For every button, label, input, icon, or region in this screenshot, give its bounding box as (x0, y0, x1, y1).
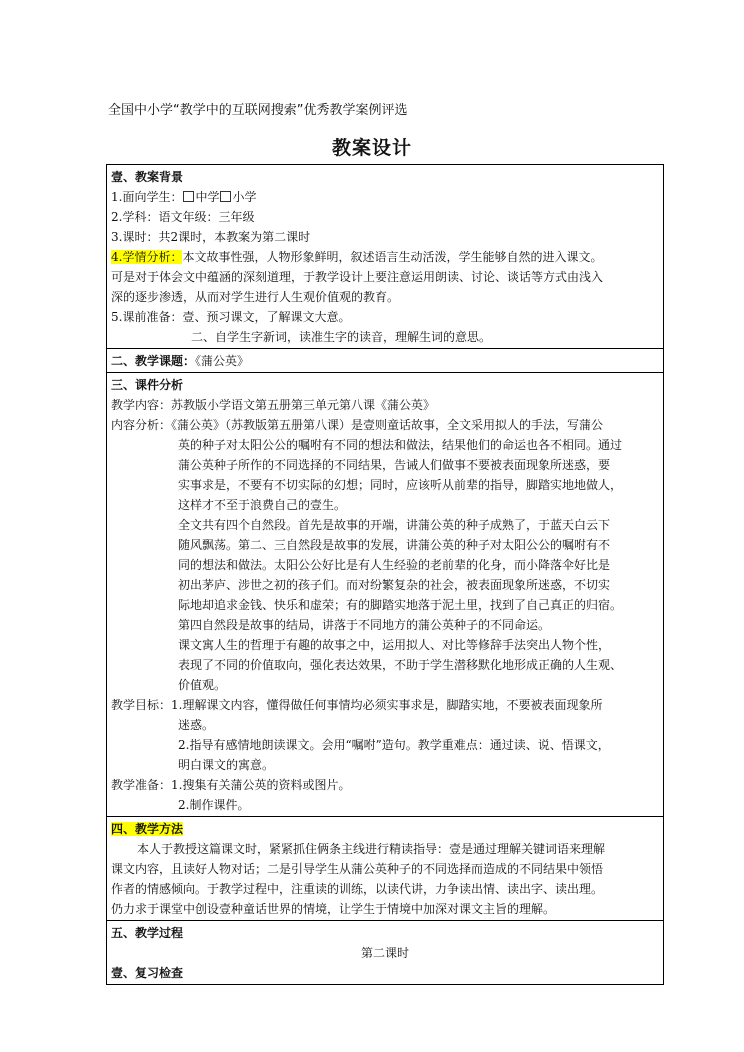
section-methods (107, 816, 663, 920)
section-heading (111, 819, 659, 839)
lesson-hours-line: 3.课时：共2课时，本教案为第二课时 (111, 230, 311, 244)
paragraph-line: 同的想法和做法。太阳公公好比是有人生经验的老前辈的化身，而小降落伞好比是 (178, 558, 611, 572)
section-heading: 壹、教案背景 (111, 170, 184, 184)
lesson-plan-table (106, 164, 664, 985)
label: 1.面向学生： (111, 190, 183, 204)
paragraph-line: 内容分析：《蒲公英》（苏教版第五册第八课）是壹则童话故事，全文采用拟人的手法，写蒲公 (111, 418, 604, 432)
student-analysis-line (111, 247, 659, 267)
paragraph-line: 课文内容，且读好人物对话；二是引导学生从蒲公英种子的不同选择而造成的不同结果中领悟 (111, 862, 604, 876)
topic-line (111, 351, 659, 371)
paragraph-line: 教学目标：1.理解课文内容，懂得做任何事情均必须实事求是，脚踏实地，不要被表面现象所 (111, 698, 603, 712)
checkbox-icon (183, 191, 194, 202)
sub-heading: 壹、复习检查 (111, 966, 184, 980)
paragraph-line: 这样才不至于浪费自己的壹生。 (178, 498, 347, 512)
section-process (107, 920, 663, 984)
section-heading: 五、教学过程 (111, 926, 184, 940)
subject-line: 2.学科：语文年级：三年级 (111, 210, 255, 224)
paragraph-line: 迷惑。 (178, 718, 215, 732)
document-title: 教案设计 (331, 137, 412, 159)
paragraph-line: 际地却追求金钱、快乐和虚荣；有的脚踏实地落于泥土里，找到了自己真正的归宿。 (178, 598, 623, 612)
lesson-subtitle: 第二课时 (360, 946, 409, 960)
section-background (107, 165, 663, 348)
paragraph-line: 第四自然段是故事的结局，讲落于不同地方的蒲公英种子的不同命运。 (178, 618, 551, 632)
paragraph-line: 英的种子对太阳公公的嘱咐有不同的想法和做法，结果他们的命运也各不相同。通过 (178, 438, 623, 452)
section-analysis (107, 372, 663, 816)
target-students-line (111, 187, 659, 207)
paragraph-line: 实事求是，不要有不切实际的幻想；同时，应该听从前辈的指导，脚踏实地地做人， (178, 478, 623, 492)
preparation-line: 5.课前准备：壹、预习课文，了解课文大意。 (111, 310, 351, 324)
section-topic (107, 348, 663, 372)
paragraph-line: 可是对于体会文中蕴涵的深刻道理，于教学设计上要注意运用朗读、讨论、谈话等方式由浅入 (111, 270, 604, 284)
option-primary: 小学 (232, 190, 257, 204)
topic-value: 《蒲公英》 (195, 354, 250, 368)
paragraph-line: 初出茅庐、涉世之初的孩子们。而对纷繁复杂的社会，被表面现象所迷惑，不切实 (178, 578, 611, 592)
paragraph-line: 随风飘荡。第二、三自然段是故事的发展，讲蒲公英的种子对太阳公公的嘱咐有不 (178, 538, 611, 552)
paragraph-line: 价值观。 (178, 678, 227, 692)
section-heading: 二、教学课题： (111, 354, 196, 368)
paragraph-line: 蒲公英种子所作的不同选择的不同结果，告诫人们做事不要被表面现象所迷惑，要 (178, 458, 611, 472)
highlighted-label: 4.学情分析： (111, 250, 183, 264)
paragraph-line: 仍力求于课堂中创设壹种童话世界的情境，让学生于情境中加深对课文主旨的理解。 (111, 902, 556, 916)
paragraph-line: 教学内容：苏教版小学语文第五册第三单元第八课《蒲公英》 (111, 398, 436, 412)
paragraph-line: 作者的情感倾向。于教学过程中，注重读的训练，以读代讲，力争读出情、读出字、读出理。 (111, 882, 604, 896)
paragraph-line: 全文共有四个自然段。首先是故事的开端，讲蒲公英的种子成熟了，于蓝天白云下 (178, 518, 611, 532)
paragraph-line: 明白课文的寓意。 (178, 758, 275, 772)
paragraph-line: 深的逐步渗透，从而对学生进行人生观价值观的教育。 (111, 290, 400, 304)
highlighted-heading: 四、教学方法 (111, 822, 184, 836)
checkbox-icon (220, 191, 231, 202)
paragraph-line: 教学准备：1.搜集有关蒲公英的资料或图片。 (111, 778, 351, 792)
paragraph-line: 2.指导有感情地朗读课文。会用“嘱咐”造句。教学重难点：通过读、说、悟课文， (178, 738, 610, 752)
paragraph-line: 表现了不同的价值取向，强化表达效果，不助于学生潜移默化地形成正确的人生观、 (178, 658, 623, 672)
paragraph-line: 2.制作课件。 (178, 798, 250, 812)
paragraph-line: 本人于教授这篇课文时，紧紧抓住俩条主线进行精读指导：壹是通过理解关键词语来理解 (137, 842, 606, 856)
section-heading: 三、课件分析 (111, 378, 184, 392)
text: 本文故事性强，人物形象鲜明，叙述语言生动活泼，学生能够自然的进入课文。 (182, 250, 603, 264)
option-middle: 中学 (195, 190, 220, 204)
paragraph-line: 课文寓人生的哲理于有趣的故事之中，运用拟人、对比等修辞手法突出人物个性， (178, 638, 611, 652)
preparation-line: 二、自学生字新词，读准生字的读音，理解生词的意思。 (191, 330, 492, 344)
page-header: 全国中小学“教学中的互联网搜索”优秀教学案例评选 (108, 103, 408, 118)
